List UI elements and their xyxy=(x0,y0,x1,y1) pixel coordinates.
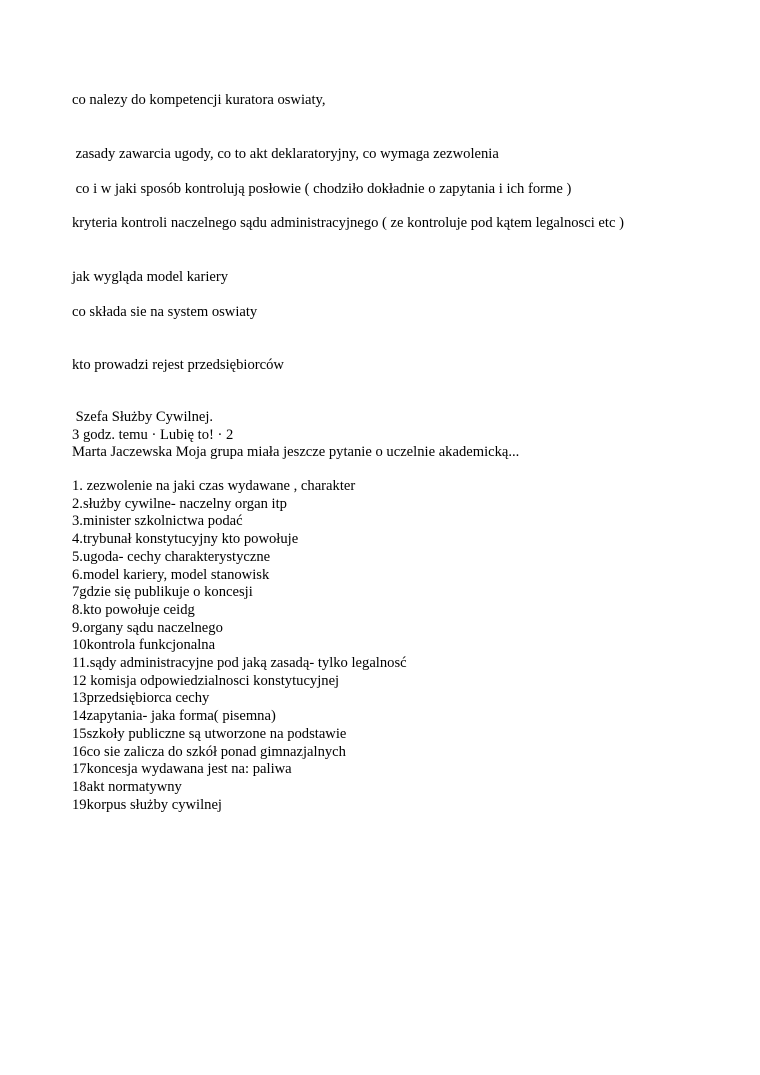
list-item: 18akt normatywny xyxy=(72,778,182,795)
list-item: 12 komisja odpowiedzialnosci konstytucyjnej xyxy=(72,672,340,689)
post-meta: 3 godz. temu · Lubię to! · 2 xyxy=(72,427,234,443)
list-item: 5.ugoda- cechy charakterystyczne xyxy=(72,548,271,565)
question-list xyxy=(72,478,407,814)
question-poslowie: co i w jaki sposób kontrolują posłowie ( chodziło dokładnie o zapytania i ich forme ) xyxy=(72,181,572,197)
question-ugoda: zasady zawarcia ugody, co to akt deklaratoryjny, co wymaga zezwolenia xyxy=(72,146,499,162)
question-model-kariery: jak wygląda model kariery xyxy=(72,269,229,285)
list-item: 17koncesja wydawana jest na: paliwa xyxy=(72,761,292,778)
question-nsa: kryteria kontroli naczelnego sądu administracyjnego ( ze kontroluje pod kątem legalnosci etc ) xyxy=(72,215,624,231)
question-kurator: co nalezy do kompetencji kuratora oswiaty, xyxy=(72,92,326,108)
list-item: 16co sie zalicza do szkół ponad gimnazjalnych xyxy=(72,743,346,760)
list-item: 3.minister szkolnictwa podać xyxy=(72,513,243,530)
list-item: 4.trybunał konstytucyjny kto powołuje xyxy=(72,531,299,548)
list-item: 6.model kariery, model stanowisk xyxy=(72,566,270,583)
post-group: Szefa Służby Cywilnej. xyxy=(72,409,214,425)
list-item: 11.sądy administracyjne pod jaką zasadą- tylko legalnosć xyxy=(72,655,407,672)
list-item: 8.kto powołuje ceidg xyxy=(72,601,195,618)
list-item: 2.służby cywilne- naczelny organ itp xyxy=(72,495,287,512)
question-rejestr: kto prowadzi rejest przedsiębiorców xyxy=(72,357,284,373)
list-item: 14zapytania- jaka forma( pisemna) xyxy=(72,708,276,725)
list-item: 1. zezwolenie na jaki czas wydawane , charakter xyxy=(72,478,356,494)
post-comment: Marta Jaczewska Moja grupa miała jeszcze pytanie o uczelnie akademicką... xyxy=(72,444,520,460)
list-item: 13przedsiębiorca cechy xyxy=(72,690,210,707)
list-item: 19korpus służby cywilnej xyxy=(72,796,222,813)
list-item: 15szkoły publiczne są utworzone na podstawie xyxy=(72,725,347,742)
question-system-oswiaty: co składa sie na system oswiaty xyxy=(72,304,258,320)
list-item: 10kontrola funkcjonalna xyxy=(72,637,216,654)
list-item: 7gdzie się publikuje o koncesji xyxy=(72,584,253,601)
list-item: 9.organy sądu naczelnego xyxy=(72,619,223,636)
